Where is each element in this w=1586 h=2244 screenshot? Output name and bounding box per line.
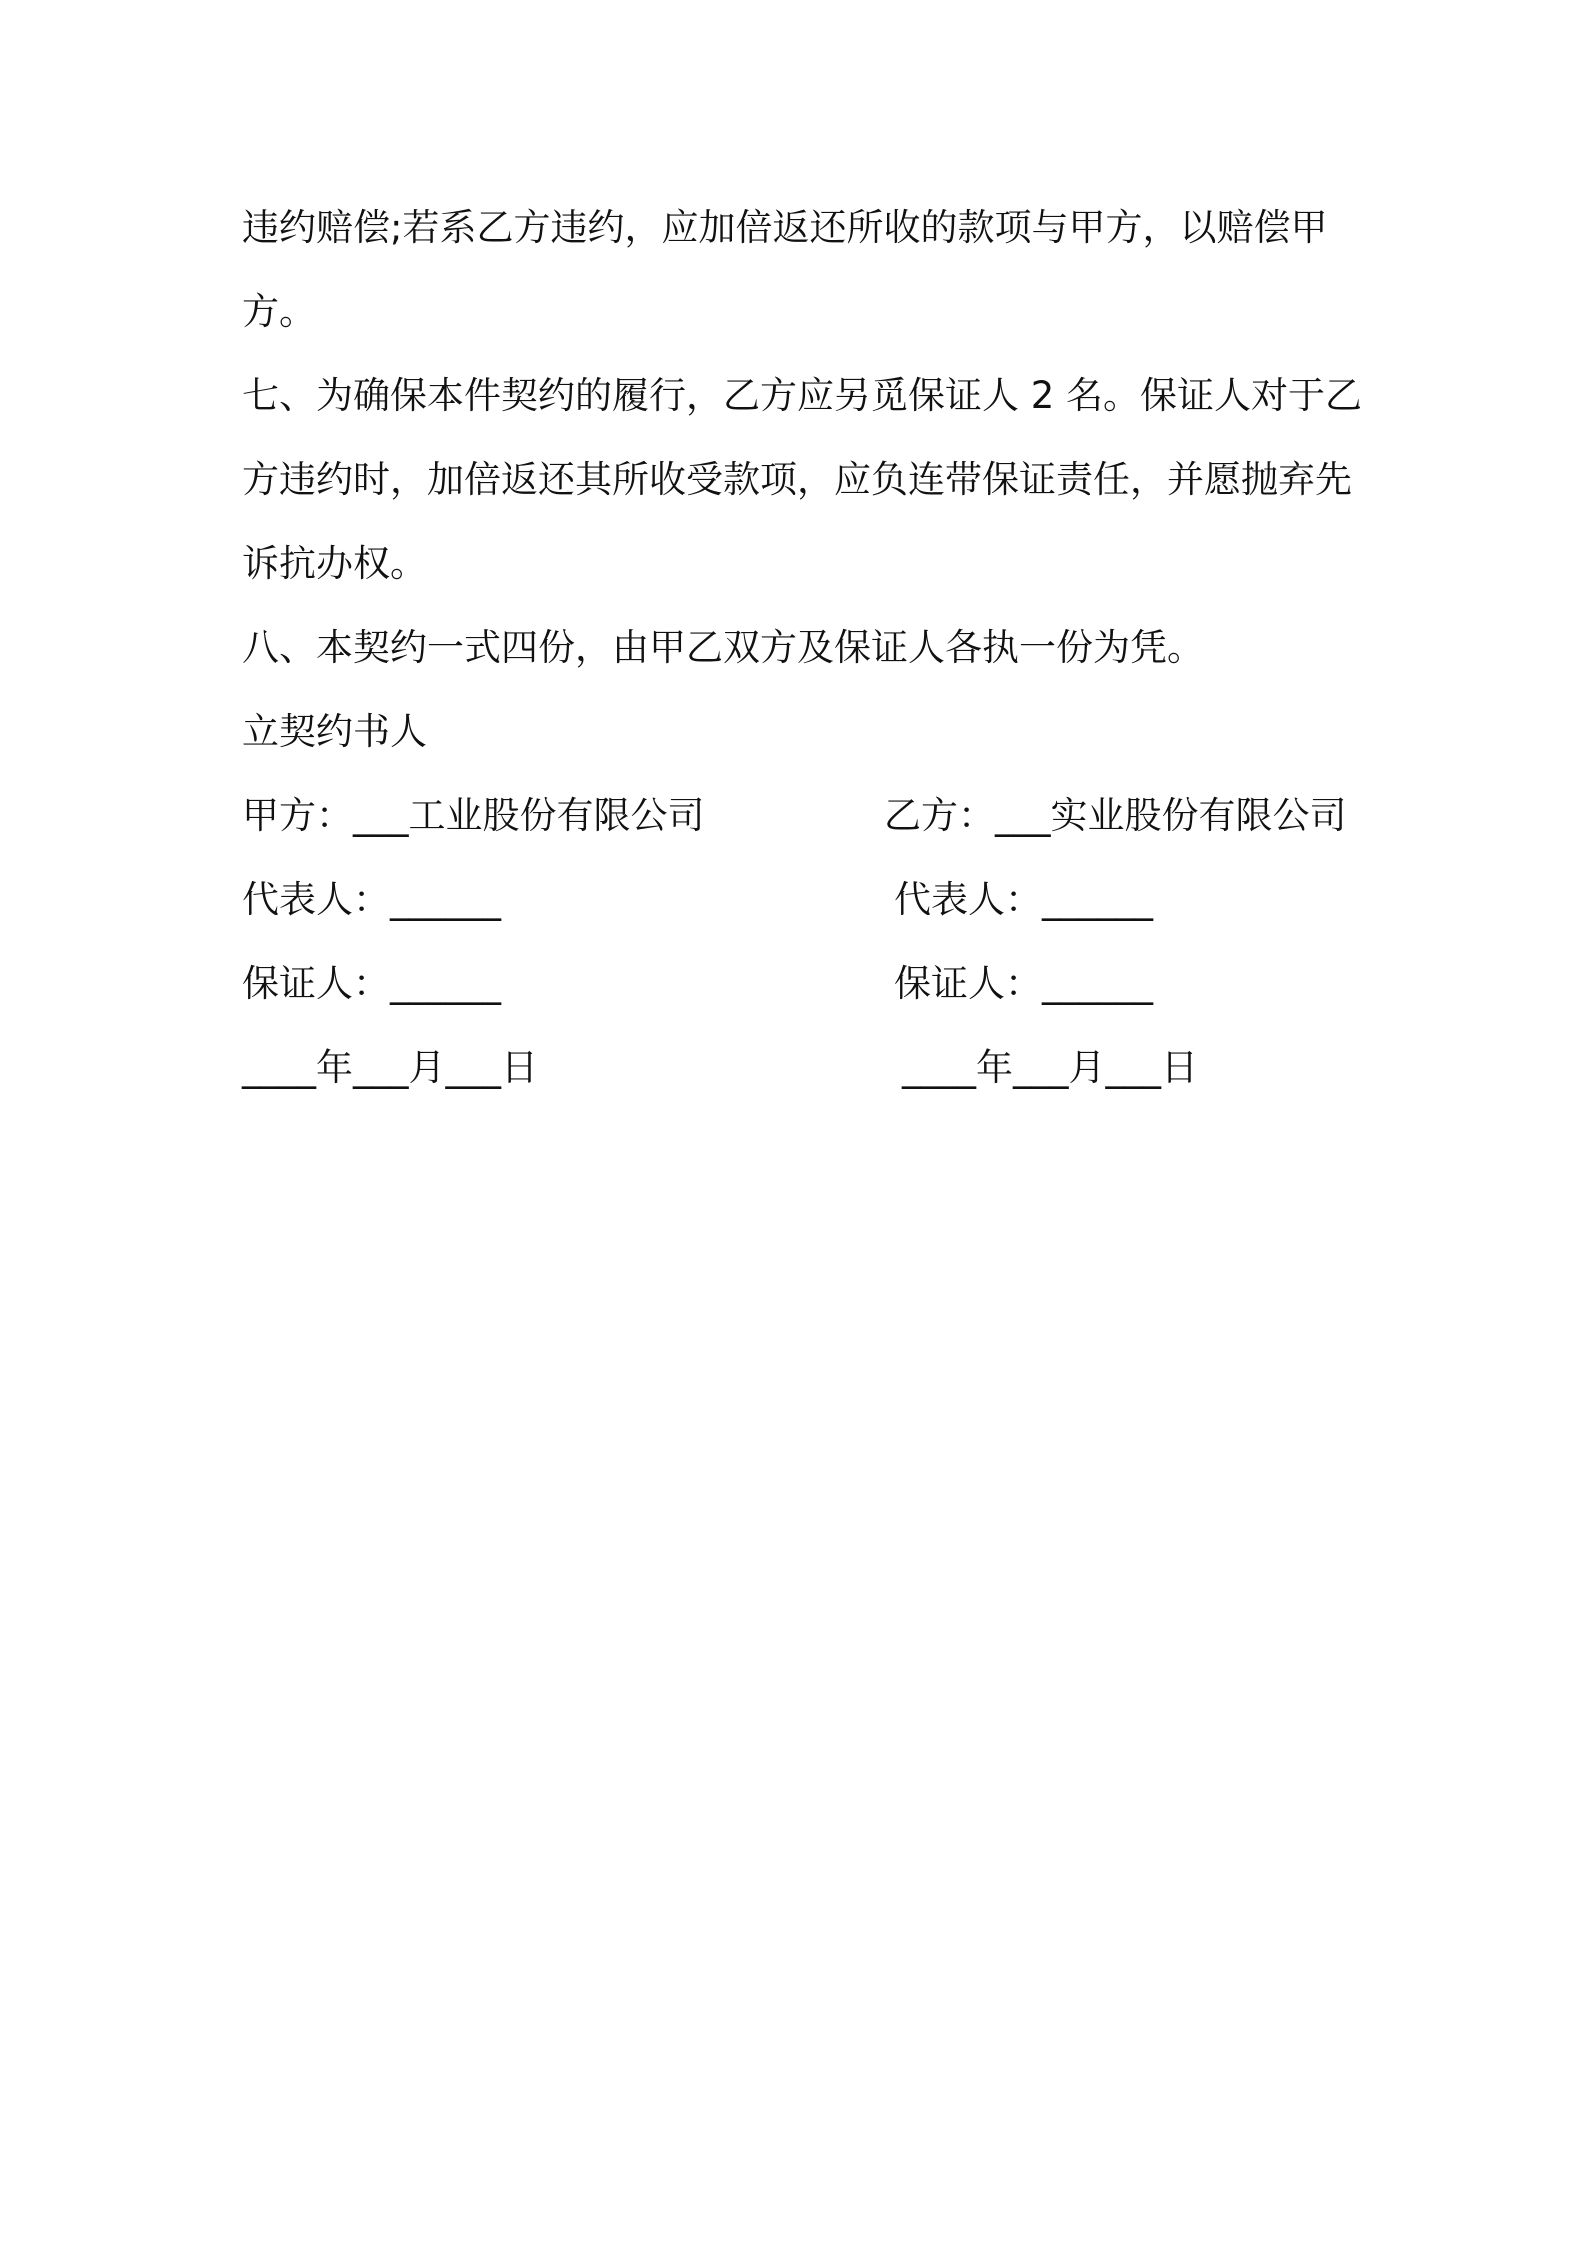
clause-7	[242, 354, 1362, 606]
text-line: 立契约书人	[242, 710, 427, 753]
party-b-representative: 代表人：______	[894, 878, 1153, 921]
signatories-heading	[242, 690, 1362, 774]
party-b-date: ____年___月___日	[902, 1046, 1198, 1089]
contract-body	[242, 186, 1362, 774]
text-line: 八、本契约一式四份，由甲乙双方及保证人各执一份为凭。	[242, 626, 1204, 669]
text-line: 诉抗办权。	[242, 542, 427, 585]
party-a-guarantor: 保证人：______	[242, 962, 501, 1005]
text-line: 方。	[242, 290, 316, 333]
party-a-company: 甲方：___工业股份有限公司	[242, 794, 705, 837]
party-b-guarantor: 保证人：______	[894, 962, 1153, 1005]
text-line: 七、为确保本件契约的履行，乙方应另觅保证人 2 名。保证人对于乙	[242, 374, 1363, 417]
text-line: 方违约时，加倍返还其所收受款项，应负连带保证责任，并愿抛弃先	[242, 458, 1352, 501]
clause-6-tail	[242, 186, 1362, 354]
text-line: 违约赔偿;若系乙方违约，应加倍返还所收的款项与甲方，以赔偿甲	[242, 206, 1328, 249]
party-a-representative: 代表人：______	[242, 878, 501, 921]
clause-8	[242, 606, 1362, 690]
party-a-date: ____年___月___日	[242, 1046, 538, 1089]
party-b-company: 乙方：___实业股份有限公司	[884, 794, 1347, 837]
